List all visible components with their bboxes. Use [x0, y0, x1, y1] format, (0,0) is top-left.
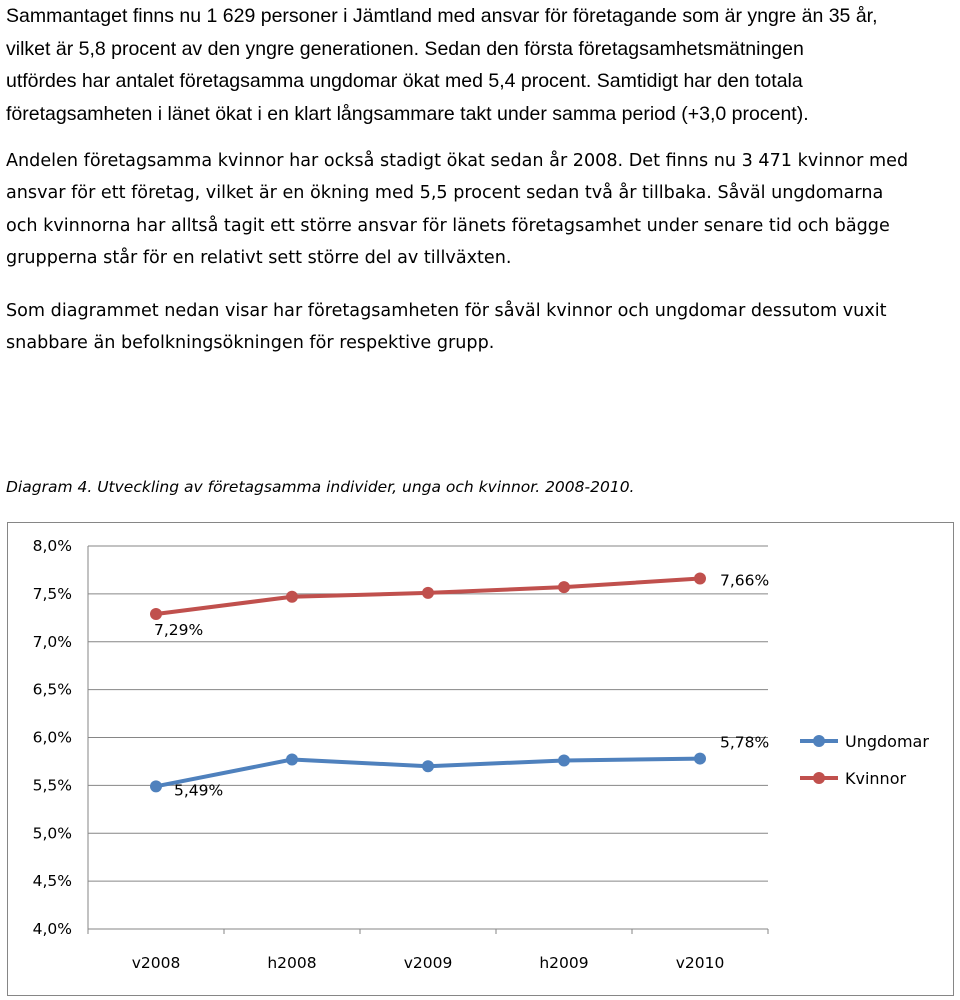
- text-line: Sammantaget finns nu 1 629 personer i Jämtland med ansvar för företagande som är yngre än 35 år,: [6, 5, 878, 27]
- x-tick-label: v2009: [403, 954, 453, 972]
- x-tick-label: v2008: [131, 954, 181, 972]
- text-line: snabbare än befolkningsökningen för respektive grupp.: [6, 333, 495, 354]
- y-tick-label: 5,5%: [32, 776, 72, 795]
- y-tick-label: 6,0%: [32, 728, 72, 747]
- data-point-kvinnor: [150, 608, 162, 620]
- y-tick-label: 4,5%: [32, 872, 72, 891]
- data-label: 7,29%: [154, 620, 204, 639]
- data-label: 7,66%: [720, 571, 770, 590]
- x-tick-label: h2008: [267, 954, 317, 972]
- legend-marker-kvinnor: [813, 772, 825, 784]
- legend-marker-ungdomar: [813, 735, 825, 747]
- text-line: företagsamheten i länet ökat i en klart långsammare takt under samma period (+3,0 procent).: [6, 102, 809, 125]
- y-tick-label: 8,0%: [32, 537, 72, 555]
- data-point-ungdomar: [694, 753, 706, 765]
- data-point-kvinnor: [558, 581, 570, 593]
- data-point-ungdomar: [558, 754, 570, 766]
- data-point-ungdomar: [150, 780, 162, 792]
- data-label: 5,49%: [174, 781, 224, 800]
- data-point-ungdomar: [422, 760, 434, 772]
- legend-label-ungdomar: Ungdomar: [845, 732, 929, 751]
- text-line: Som diagrammet nedan visar har företagsamheten för såväl kvinnor och ungdomar dessutom vuxit: [6, 301, 887, 321]
- text-line: vilket är 5,8 procent av den yngre generationen. Sedan den första företagsamhetsmätningen: [6, 37, 804, 60]
- y-tick-label: 6,5%: [32, 680, 72, 699]
- x-tick-label: v2010: [675, 954, 725, 972]
- text-line: ansvar för ett företag, vilket är en ökning med 5,5 procent sedan två år tillbaka. Såväl ungdomarna: [6, 183, 884, 204]
- text-line: utfördes har antalet företagsamma ungdomar ökat med 5,4 procent. Samtidigt har den totala: [6, 70, 803, 92]
- text-line: Andelen företagsamma kvinnor har också stadigt ökat sedan år 2008. Det finns nu 3 471 kvinnor med: [6, 151, 909, 171]
- data-point-kvinnor: [694, 573, 706, 585]
- data-point-kvinnor: [422, 587, 434, 599]
- y-tick-label: 7,0%: [32, 632, 72, 651]
- data-point-kvinnor: [286, 591, 298, 603]
- legend-label-kvinnor: Kvinnor: [845, 769, 907, 788]
- y-tick-label: 5,0%: [32, 824, 72, 843]
- y-tick-label: 4,0%: [32, 920, 72, 938]
- text-line: och kvinnorna har alltså tagit ett större ansvar för länets företagsamhet under senare tid och bägge: [6, 215, 890, 236]
- data-label: 5,78%: [720, 733, 770, 752]
- data-point-ungdomar: [286, 754, 298, 766]
- y-tick-label: 7,5%: [32, 584, 72, 603]
- text-line: grupperna står för en relativt sett större del av tillväxten.: [6, 247, 512, 268]
- diagram-caption: Diagram 4. Utveckling av företagsamma individer, unga och kvinnor. 2008-2010.: [6, 478, 635, 496]
- x-tick-label: h2009: [539, 954, 589, 972]
